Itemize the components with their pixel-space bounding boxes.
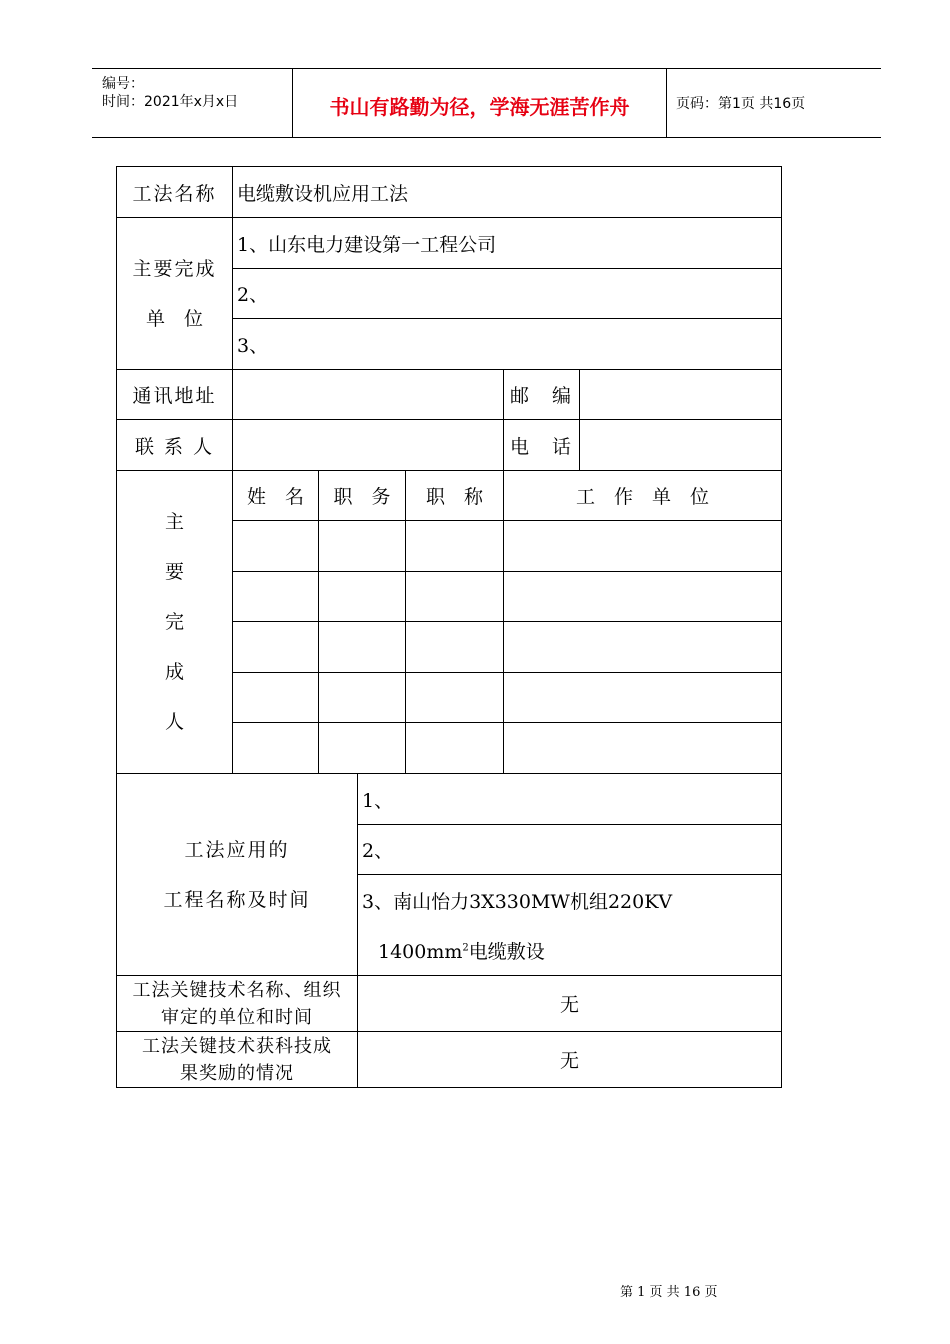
- units-label: [117, 218, 233, 370]
- person-cell: [233, 723, 319, 774]
- unit-row-1: 1、山东电力建设第一工程公司: [233, 218, 782, 269]
- project-3-cont-sup: 2: [462, 942, 469, 954]
- method-form-table: [116, 166, 782, 1088]
- contact-value: [233, 420, 504, 471]
- address-value: [233, 370, 504, 420]
- persons-header-title: 职 称: [406, 471, 504, 521]
- persons-header-name: 姓 名: [233, 471, 319, 521]
- header-page-label: 页码：第1页 共16页: [676, 96, 806, 112]
- project-row-3-cont: [358, 926, 782, 976]
- person-cell: [406, 572, 504, 622]
- person-cell: [406, 673, 504, 723]
- person-cell: [233, 673, 319, 723]
- method-name-value: 电缆敷设机应用工法: [233, 167, 782, 218]
- projects-label-line2: 工程名称及时间: [163, 888, 311, 911]
- persons-label-char: 完: [164, 611, 184, 633]
- persons-label-char: 成: [164, 661, 184, 683]
- person-cell: [233, 521, 319, 572]
- project-3-cont-suffix: 电缆敷设: [468, 940, 545, 963]
- person-cell: [319, 723, 406, 774]
- serial-label: 编号：: [102, 76, 144, 92]
- person-cell: [406, 723, 504, 774]
- method-name-label: 工法名称: [117, 167, 233, 218]
- page-footer: 第 1 页 共 16 页: [620, 1285, 718, 1300]
- time-label: 时间：2021年x月x日: [102, 94, 239, 110]
- projects-label-line1: 工法应用的: [184, 838, 290, 861]
- person-cell: [504, 521, 782, 572]
- person-cell: [233, 622, 319, 673]
- tech-review-label: 工法关键技术名称、组织审定的单位和时间: [117, 976, 358, 1032]
- project-row-1: 1、: [358, 774, 782, 825]
- project-3-cont-prefix: 1400mm: [378, 940, 463, 963]
- header-motto-cell: [292, 69, 667, 137]
- contact-label: 联 系 人: [117, 420, 233, 471]
- person-cell: [319, 673, 406, 723]
- persons-header-workplace: 工 作 单 位: [504, 471, 782, 521]
- header-motto: 书山有路勤为径，学海无涯苦作舟: [329, 95, 630, 119]
- project-row-2: 2、: [358, 825, 782, 875]
- postcode-value: [580, 370, 782, 420]
- units-label-line1: 主要完成: [132, 257, 217, 280]
- person-cell: [233, 572, 319, 622]
- unit-row-3: 3、: [233, 319, 782, 370]
- person-cell: [406, 622, 504, 673]
- person-cell: [319, 572, 406, 622]
- persons-label: [117, 471, 233, 774]
- tech-award-value: 无: [358, 1032, 782, 1088]
- person-cell: [504, 622, 782, 673]
- address-label: 通讯地址: [117, 370, 233, 420]
- person-cell: [504, 572, 782, 622]
- persons-label-char: 人: [164, 711, 184, 733]
- person-cell: [319, 521, 406, 572]
- projects-label: [117, 774, 358, 976]
- phone-value: [580, 420, 782, 471]
- tech-review-value: 无: [358, 976, 782, 1032]
- persons-label-char: 要: [164, 561, 184, 583]
- unit-row-2: 2、: [233, 269, 782, 319]
- persons-label-char: 主: [164, 511, 184, 533]
- persons-header-position: 职 务: [319, 471, 406, 521]
- tech-award-label: 工法关键技术获科技成果奖励的情况: [117, 1032, 358, 1088]
- header-page-cell: [666, 69, 881, 137]
- person-cell: [319, 622, 406, 673]
- postcode-label: 邮 编: [504, 370, 580, 420]
- page-header: [92, 68, 881, 138]
- person-cell: [504, 673, 782, 723]
- header-meta: [92, 69, 292, 137]
- phone-label: 电 话: [504, 420, 580, 471]
- person-cell: [406, 521, 504, 572]
- project-row-3: 3、南山怡力3X330MW机组220KV: [358, 875, 782, 926]
- person-cell: [504, 723, 782, 774]
- units-label-line2: 单 位: [145, 307, 203, 330]
